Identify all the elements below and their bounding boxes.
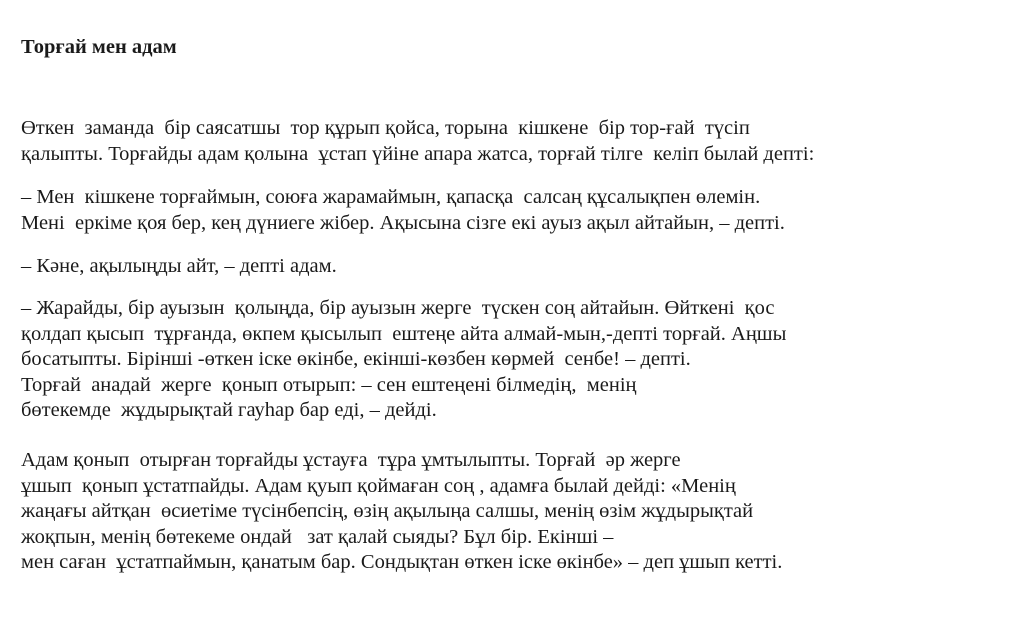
- text-line: Адам қонып отырған торғайды ұстауға тұра ұмтылыпты. Торғай әр жерге: [21, 449, 681, 471]
- text-line: қолдап қысып тұрғанда, өкпем қысылып ештеңе айта алмай-мын,-депті торғай. Аңшы: [21, 322, 787, 345]
- text-line: жоқпын, менің бөтекеме ондай зат қалай сыяды? Бұл бір. Екінші –: [21, 525, 614, 548]
- text-line: – Мен кішкене торғаймын, союға жарамаймын, қапасқа салсаң құсалықпен өлемін.: [21, 186, 761, 208]
- text-line: босатыпты. Бірінші -өткен іске өкінбе, екінші-көзбен көрмей сенбе! – депті.: [21, 348, 691, 370]
- text-line: қалыпты. Торғайды адам қолына ұстап үйіне апара жатса, торғай тілге келіп былай депті:: [21, 142, 815, 165]
- paragraph-2: [21, 185, 785, 236]
- paragraph-1: [21, 116, 814, 167]
- paragraph-5: [21, 448, 782, 576]
- text-line: Өткен заманда бір саясатшы тор құрып қойса, торына кішкене бір тор-ғай түсіп: [21, 117, 750, 139]
- text-line: – Жарайды, бір ауызын қолыңда, бір ауызын жерге түскен соң айтайын. Өйткені қос: [21, 297, 775, 319]
- document-title: Торғай мен адам: [21, 36, 177, 58]
- text-line: – Кәне, ақылыңды айт, – депті адам.: [21, 255, 337, 277]
- text-line: мен саған ұстатпаймын, қанатым бар. Сондықтан өткен іске өкінбе» – деп ұшып кетті.: [21, 551, 783, 573]
- text-line: ұшып қонып ұстатпайды. Адам қуып қоймаған соң , адамға былай дейді: «Менің: [21, 474, 736, 497]
- text-line: бөтекемде жұдырықтай гауһар бар еді, – дейді.: [21, 399, 437, 421]
- text-line: жаңағы айтқан өсиетіме түсінбепсің, өзің ақылыңа салшы, менің өзім жұдырықтай: [21, 500, 754, 522]
- text-line: Мені еркіме қоя бер, кең дүниеге жібер. Ақысына сізге екі ауыз ақыл айтайын, – депті.: [21, 211, 785, 234]
- text-line: Торғай анадай жерге қонып отырып: – сен ештеңені білмедің, менің: [21, 373, 637, 396]
- paragraph-3: [21, 254, 337, 280]
- paragraph-4: [21, 296, 786, 424]
